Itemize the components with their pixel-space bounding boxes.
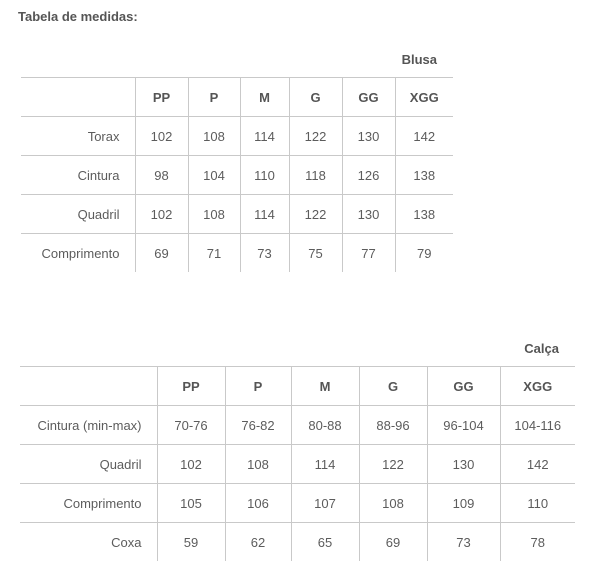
table-cell: 70-76 [157,406,225,445]
row-label: Coxa [20,523,157,562]
table-row [20,406,575,445]
table-cell: 108 [359,484,427,523]
table-cell: 114 [240,195,289,234]
table-cell: 142 [395,117,453,156]
table-cell: 109 [427,484,500,523]
table-cell: 114 [240,117,289,156]
header-corner [20,367,157,406]
table-row [21,195,453,234]
table-cell: 122 [289,117,342,156]
table-cell: 114 [291,445,359,484]
table-cell: 130 [342,117,395,156]
table-row [20,484,575,523]
row-label: Comprimento [21,234,135,273]
table-cell: 65 [291,523,359,562]
size-header: P [225,367,291,406]
table-cell: 96-104 [427,406,500,445]
size-header: XGG [500,367,575,406]
table-row [21,117,453,156]
table-cell: 73 [240,234,289,273]
calca-caption: Calça [524,340,559,356]
row-label: Cintura (min-max) [20,406,157,445]
table-cell: 126 [342,156,395,195]
table-row [21,156,453,195]
table-cell: 102 [157,445,225,484]
calca-header-row [20,367,575,406]
table-cell: 104-116 [500,406,575,445]
table-cell: 98 [135,156,188,195]
table-cell: 59 [157,523,225,562]
table-cell: 76-82 [225,406,291,445]
table-row [20,445,575,484]
table-cell: 108 [225,445,291,484]
size-header: M [291,367,359,406]
size-header: G [359,367,427,406]
size-header: GG [427,367,500,406]
blusa-size-table [21,41,453,272]
size-header: PP [135,78,188,117]
table-row [21,234,453,273]
blusa-header-row [21,78,453,117]
table-cell: 104 [188,156,240,195]
table-cell: 108 [188,117,240,156]
blusa-caption: Blusa [401,51,437,67]
table-cell: 110 [500,484,575,523]
table-cell: 105 [157,484,225,523]
table-cell: 107 [291,484,359,523]
size-header: GG [342,78,395,117]
calca-size-table [20,330,575,561]
size-header: G [289,78,342,117]
table-cell: 130 [427,445,500,484]
table-cell: 69 [359,523,427,562]
row-label: Cintura [21,156,135,195]
row-label: Comprimento [20,484,157,523]
table-cell: 138 [395,156,453,195]
table-cell: 77 [342,234,395,273]
table-cell: 88-96 [359,406,427,445]
table-cell: 69 [135,234,188,273]
table-cell: 138 [395,195,453,234]
table-cell: 78 [500,523,575,562]
table-cell: 110 [240,156,289,195]
row-label: Torax [21,117,135,156]
table-cell: 142 [500,445,575,484]
table-cell: 80-88 [291,406,359,445]
size-header: M [240,78,289,117]
table-cell: 62 [225,523,291,562]
table-cell: 102 [135,117,188,156]
table-cell: 122 [359,445,427,484]
table-cell: 122 [289,195,342,234]
table-row [20,523,575,562]
table-cell: 106 [225,484,291,523]
table-cell: 71 [188,234,240,273]
row-label: Quadril [21,195,135,234]
size-header: XGG [395,78,453,117]
table-cell: 118 [289,156,342,195]
row-label: Quadril [20,445,157,484]
header-corner [21,78,135,117]
size-header: P [188,78,240,117]
table-cell: 130 [342,195,395,234]
table-cell: 73 [427,523,500,562]
table-cell: 75 [289,234,342,273]
size-header: PP [157,367,225,406]
table-cell: 79 [395,234,453,273]
table-cell: 102 [135,195,188,234]
table-cell: 108 [188,195,240,234]
page-title: Tabela de medidas: [18,9,138,24]
